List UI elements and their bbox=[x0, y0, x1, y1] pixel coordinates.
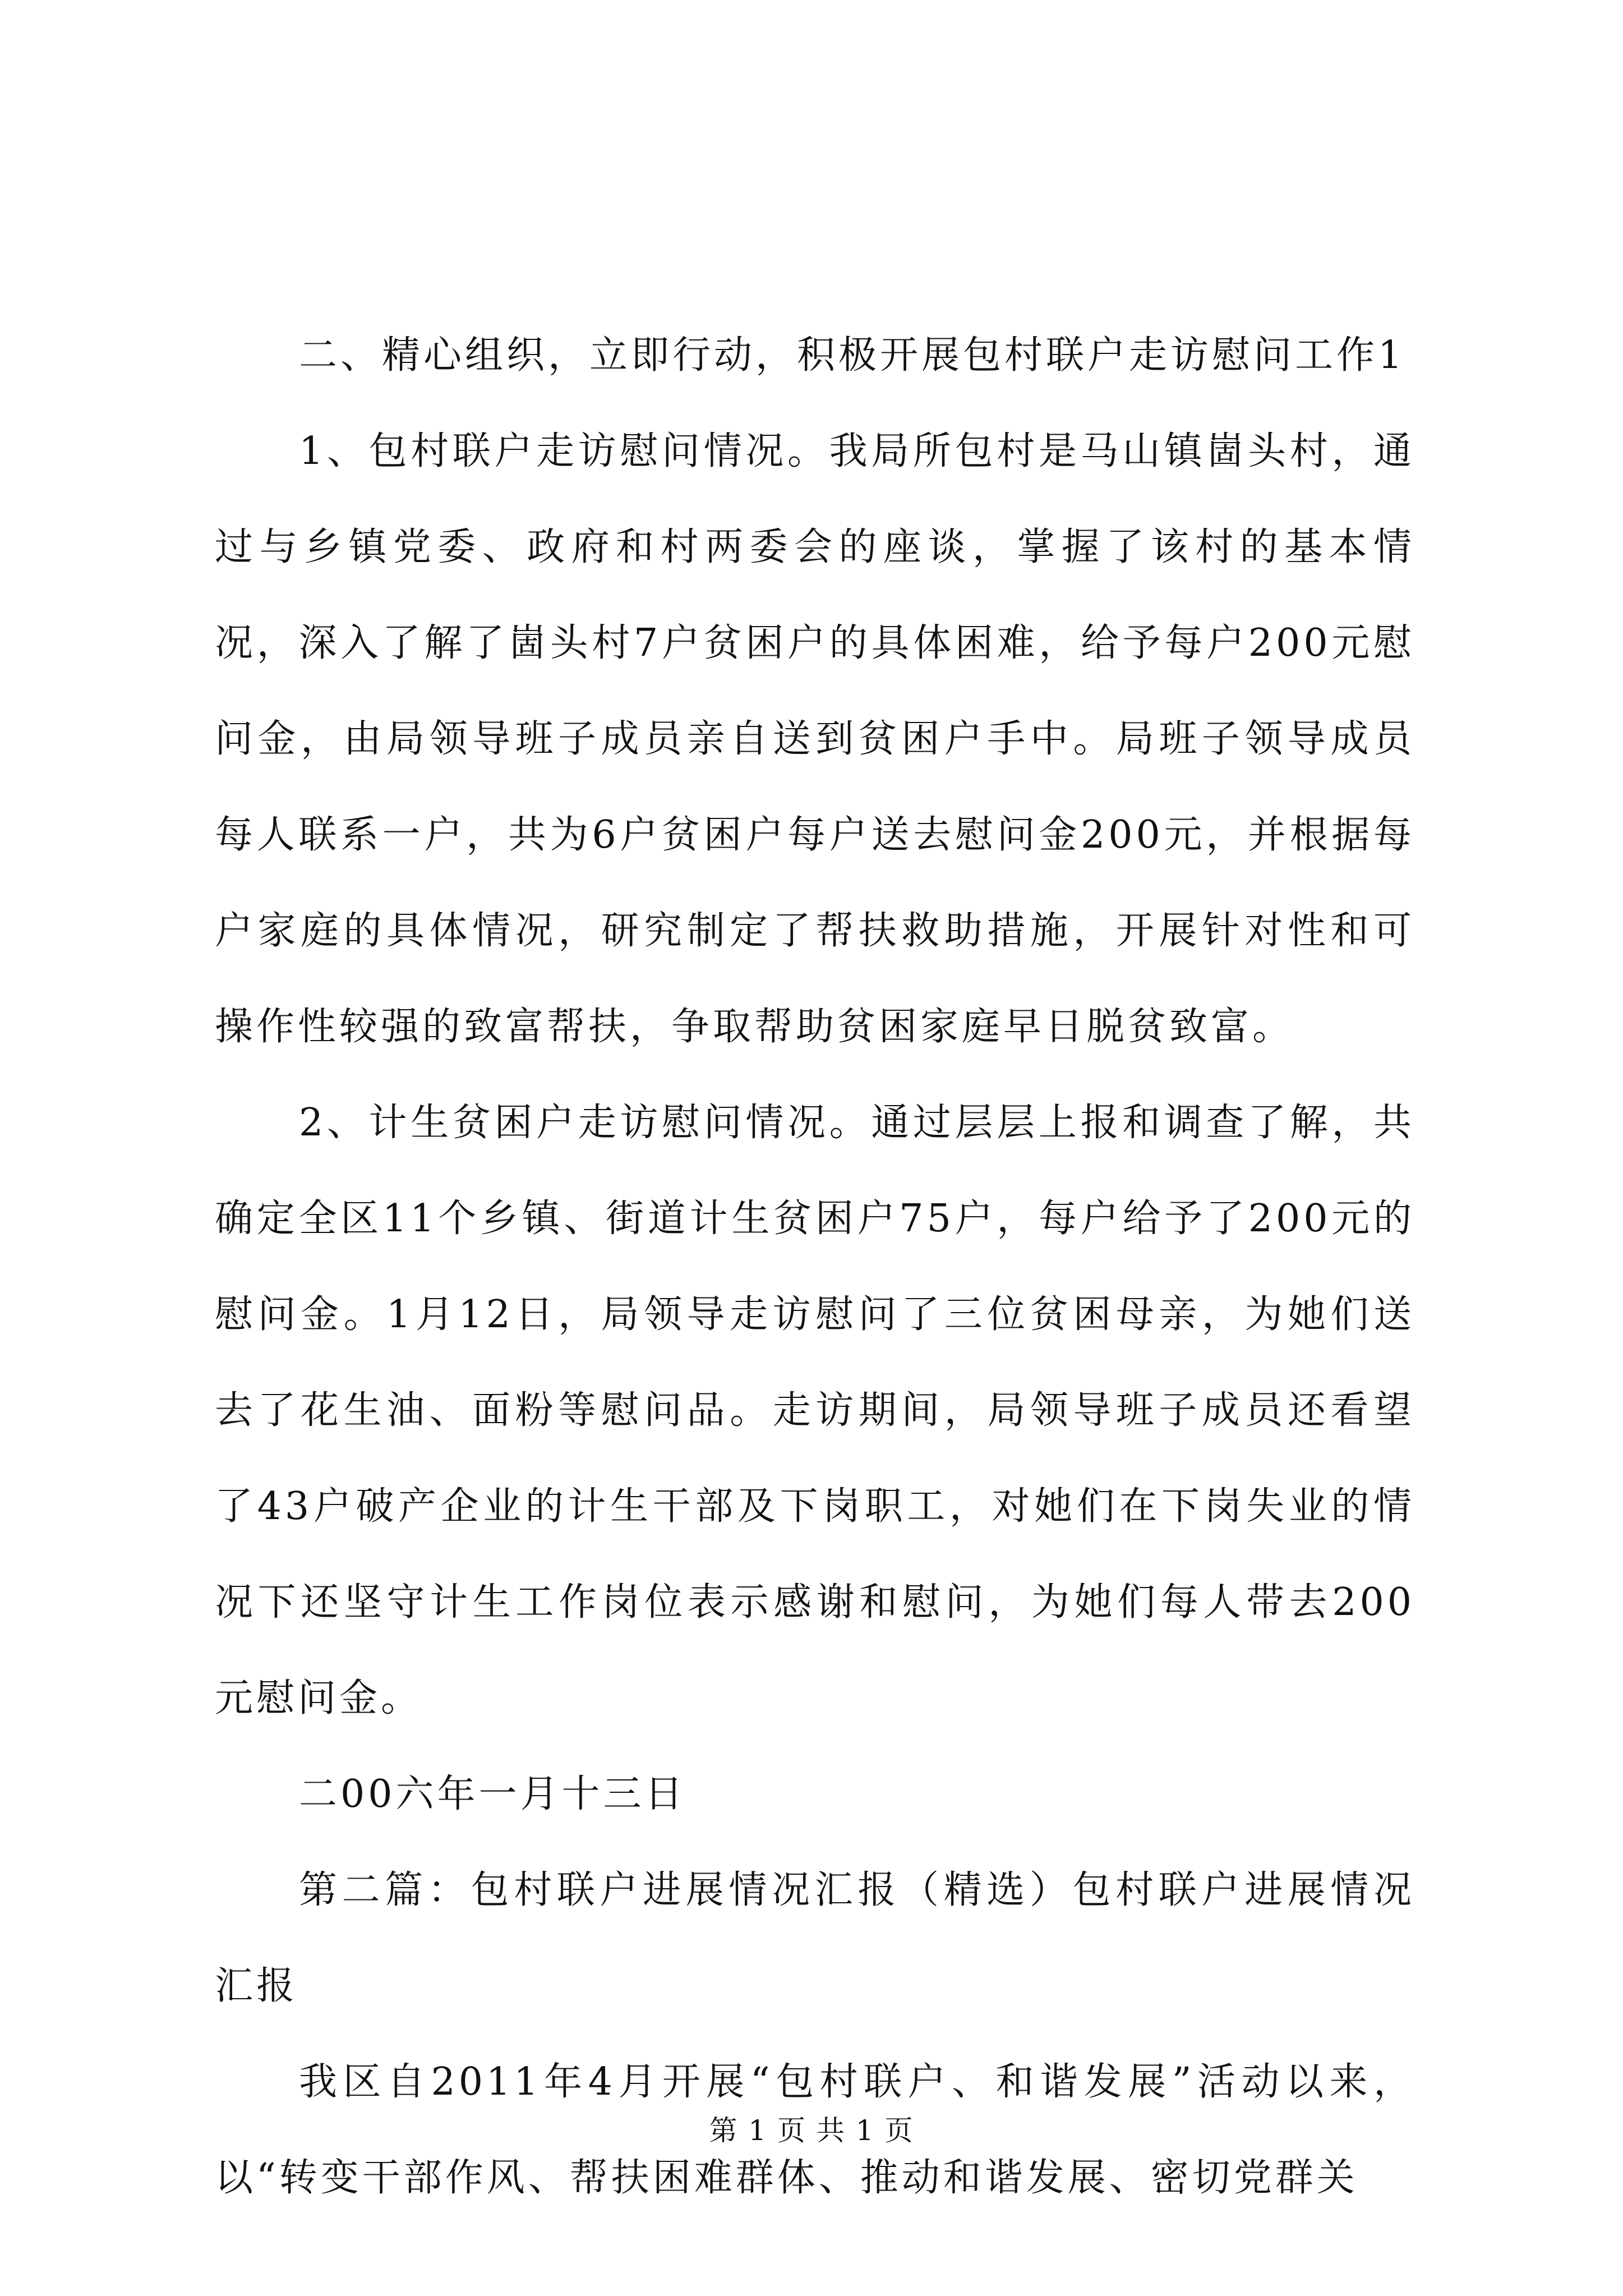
paragraph-item-2: 2、计生贫困户走访慰问情况。通过层层上报和调查了解，共确定全区11个乡镇、街道计生贫困户75户，每户给予了200元的慰问金。1月12日，局领导走访慰问了三位贫困母亲，为她们送去了花生油、面粉等慰问品。走访期间，局领导班子成员还看望了43户破产企业的计生干部及下岗职工，对她们在下岗失业的情况下还坚守计生工作岗位表示感谢和慰问，为她们每人带去200元慰问金。 bbox=[215, 1101, 1415, 1720]
paragraph-item-1: 1、包村联户走访慰问情况。我局所包村是马山镇崮头村，通过与乡镇党委、政府和村两委会的座谈，掌握了该村的基本情况，深入了解了崮头村7户贫困户的具体困难，给予每户200元慰问金，由局领导班子成员亲自送到贫困户手中。局班子领导成员每人联系一户，共为6户贫困户每户送去慰问金200元，并根据每户家庭的具体情况，研究制定了帮扶救助措施，开展针对性和可操作性较强的致富帮扶，争取帮助贫困家庭早日脱贫致富。 bbox=[215, 429, 1415, 1049]
paragraph-chapter-title: 第二篇：包村联户进展情况汇报（精选）包村联户进展情况汇报 bbox=[215, 1868, 1415, 2008]
page-footer: 第 1 页 共 1 页 bbox=[709, 2114, 914, 2147]
document-body bbox=[215, 307, 1415, 2226]
paragraph-intro: 我区自2011年4月开展“包村联户、和谐发展”活动以来，以“转变干部作风、帮扶困难群体、推动和谐发展、密切党群关 bbox=[215, 2060, 1415, 2200]
paragraph-heading-2: 二、精心组织，立即行动，积极开展包村联户走访慰问工作1 bbox=[299, 333, 1406, 378]
paragraph-date: 二00六年一月十三日 bbox=[299, 1772, 686, 1816]
